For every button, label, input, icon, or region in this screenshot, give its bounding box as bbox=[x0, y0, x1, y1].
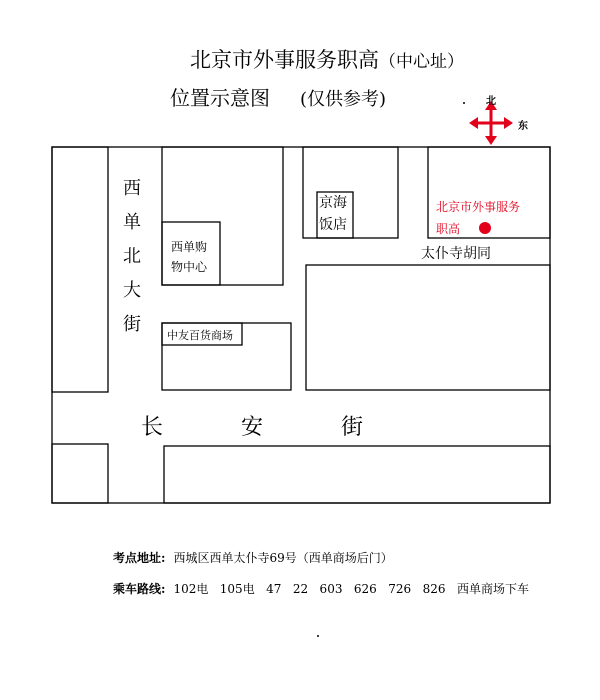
route-label: 乘车路线: bbox=[113, 582, 166, 596]
subtitle-main: 位置示意图 bbox=[170, 86, 270, 110]
building-label-line: 京海 bbox=[319, 195, 347, 211]
block-southwest bbox=[52, 444, 108, 503]
road-char: 单 bbox=[123, 212, 141, 233]
road-char: 大 bbox=[123, 280, 141, 301]
address-value: 西城区西单太仆寺69号（西单商场后门） bbox=[173, 551, 393, 565]
road-char: 街 bbox=[123, 314, 141, 335]
road-char: 西 bbox=[123, 178, 141, 199]
road-changan-char-2: 安 bbox=[241, 415, 264, 440]
road-changan-char-1: 长 bbox=[141, 415, 164, 440]
address-label: 考点地址: bbox=[113, 551, 166, 565]
compass-east-label: 东 bbox=[518, 121, 528, 132]
target-name-line2: 职高 bbox=[436, 222, 461, 236]
title-note: （中心址） bbox=[379, 52, 464, 72]
building-label-line: 饭店 bbox=[319, 217, 347, 233]
road-char: 北 bbox=[123, 246, 141, 267]
road-xidan-north-street bbox=[122, 172, 142, 342]
block-south bbox=[164, 446, 550, 503]
compass-icon bbox=[469, 101, 513, 145]
target-school-label bbox=[436, 196, 520, 240]
route-line bbox=[113, 580, 529, 597]
road-taipusi-hutong: 太仆寺胡同 bbox=[421, 246, 491, 262]
building-jinghai-hotel bbox=[319, 192, 347, 236]
title-main: 北京市外事服务职高 bbox=[190, 48, 379, 72]
block-west-strip bbox=[52, 147, 108, 392]
building-label-line: 西单购 bbox=[171, 240, 208, 254]
building-xidan-shopping-center bbox=[171, 237, 207, 277]
address-line bbox=[113, 549, 393, 566]
building-label-line: 物中心 bbox=[171, 260, 208, 274]
target-name-line1: 北京市外事服务 bbox=[436, 200, 521, 214]
building-zhongyou-department-store: 中友百货商场 bbox=[167, 329, 233, 342]
road-changan-char-3: 街 bbox=[341, 415, 364, 440]
subtitle-note: (仅供参考) bbox=[300, 89, 387, 110]
block-east-large bbox=[306, 265, 550, 390]
compass-north-label: 北 bbox=[486, 96, 496, 107]
route-value: 102电 105电 47 22 603 626 726 826 西单商场下车 bbox=[173, 582, 529, 596]
